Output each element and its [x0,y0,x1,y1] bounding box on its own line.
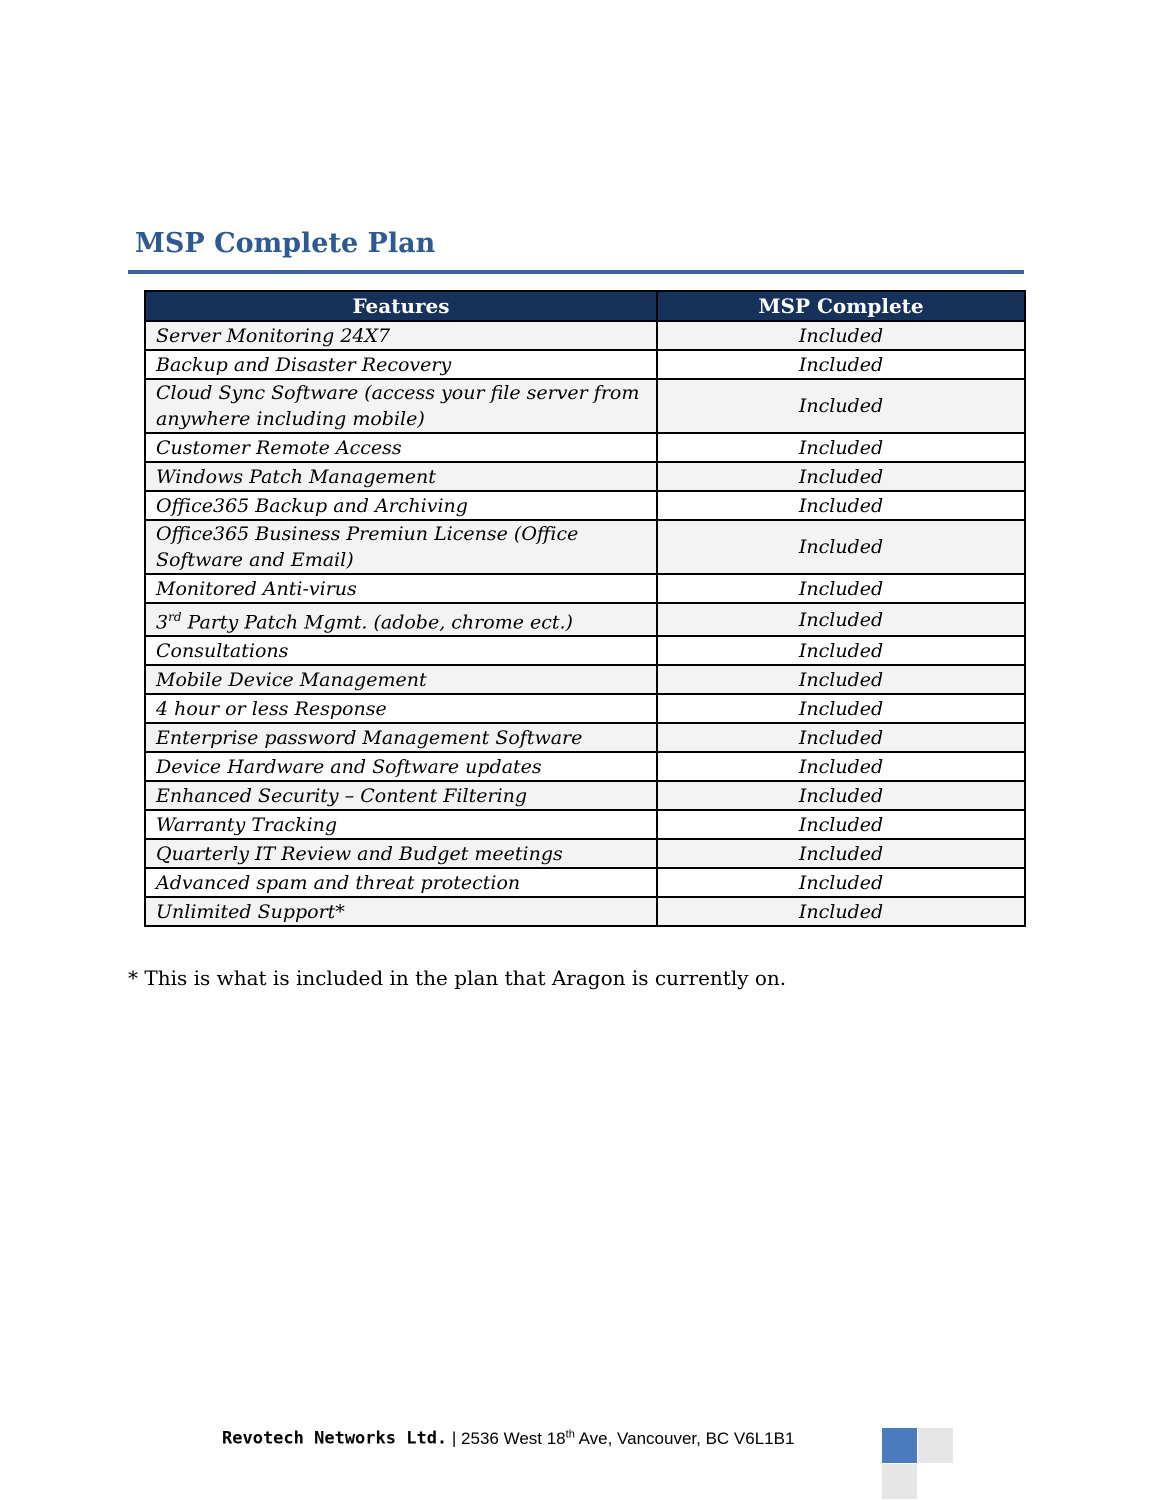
footer-address-street: 2536 West 18 [461,1428,566,1448]
footer-address-sup: th [565,1428,575,1440]
feature-cell: Office365 Business Premiun License (Office Software and Email) [145,520,657,574]
table-row [145,520,1025,574]
value-cell: Included [657,781,1025,810]
value-cell: Included [657,462,1025,491]
value-cell: Included [657,321,1025,350]
table-row [145,723,1025,752]
feature-cell: Consultations [145,636,657,665]
value-cell: Included [657,520,1025,574]
value-cell: Included [657,723,1025,752]
feature-cell: 3rd Party Patch Mgmt. (adobe, chrome ect.) [145,603,657,636]
feature-cell: Backup and Disaster Recovery [145,350,657,379]
table-header-row [145,291,1025,321]
table-row [145,665,1025,694]
value-cell: Included [657,810,1025,839]
table-row [145,321,1025,350]
table-row [145,781,1025,810]
value-cell: Included [657,839,1025,868]
table-row [145,491,1025,520]
footer-address-city: Ave, Vancouver, BC V6L1B1 [574,1428,795,1448]
value-cell: Included [657,603,1025,636]
feature-cell: 4 hour or less Response [145,694,657,723]
value-cell: Included [657,433,1025,462]
value-cell: Included [657,665,1025,694]
feature-cell: Enterprise password Management Software [145,723,657,752]
value-cell: Included [657,636,1025,665]
feature-cell: Mobile Device Management [145,665,657,694]
feature-cell: Monitored Anti-virus [145,574,657,603]
table-row [145,694,1025,723]
table-row [145,433,1025,462]
page-footer [222,1428,794,1449]
value-cell: Included [657,752,1025,781]
logo-square-blue [882,1428,917,1463]
header-msp-complete: MSP Complete [657,291,1025,321]
title-underline [128,270,1024,274]
feature-cell: Device Hardware and Software updates [145,752,657,781]
feature-cell: Server Monitoring 24X7 [145,321,657,350]
header-features: Features [145,291,657,321]
table-row [145,603,1025,636]
feature-cell: Office365 Backup and Archiving [145,491,657,520]
value-cell: Included [657,897,1025,926]
table-row [145,462,1025,491]
feature-cell: Unlimited Support* [145,897,657,926]
feature-cell: Customer Remote Access [145,433,657,462]
footer-company: Revotech Networks Ltd. [222,1428,448,1449]
value-cell: Included [657,868,1025,897]
page-title: MSP Complete Plan [135,228,436,259]
table-row [145,574,1025,603]
footnote: * This is what is included in the plan that Aragon is currently on. [128,966,787,990]
value-cell: Included [657,350,1025,379]
feature-cell: Advanced spam and threat protection [145,868,657,897]
feature-cell: Enhanced Security – Content Filtering [145,781,657,810]
value-cell: Included [657,379,1025,433]
table-row [145,868,1025,897]
value-cell: Included [657,574,1025,603]
feature-cell: Windows Patch Management [145,462,657,491]
table-row [145,897,1025,926]
feature-cell: Quarterly IT Review and Budget meetings [145,839,657,868]
feature-cell: Cloud Sync Software (access your file server from anywhere including mobile) [145,379,657,433]
table-row [145,752,1025,781]
logo-square-grey-bottom [882,1464,917,1499]
features-table [144,290,1026,927]
value-cell: Included [657,491,1025,520]
table-row [145,839,1025,868]
table-body [145,321,1025,926]
feature-cell: Warranty Tracking [145,810,657,839]
table-row [145,379,1025,433]
table-row [145,636,1025,665]
logo-square-grey-right [918,1428,953,1463]
value-cell: Included [657,694,1025,723]
footer-separator: | [447,1428,462,1448]
table-row [145,350,1025,379]
table-row [145,810,1025,839]
footer-address [461,1429,794,1448]
